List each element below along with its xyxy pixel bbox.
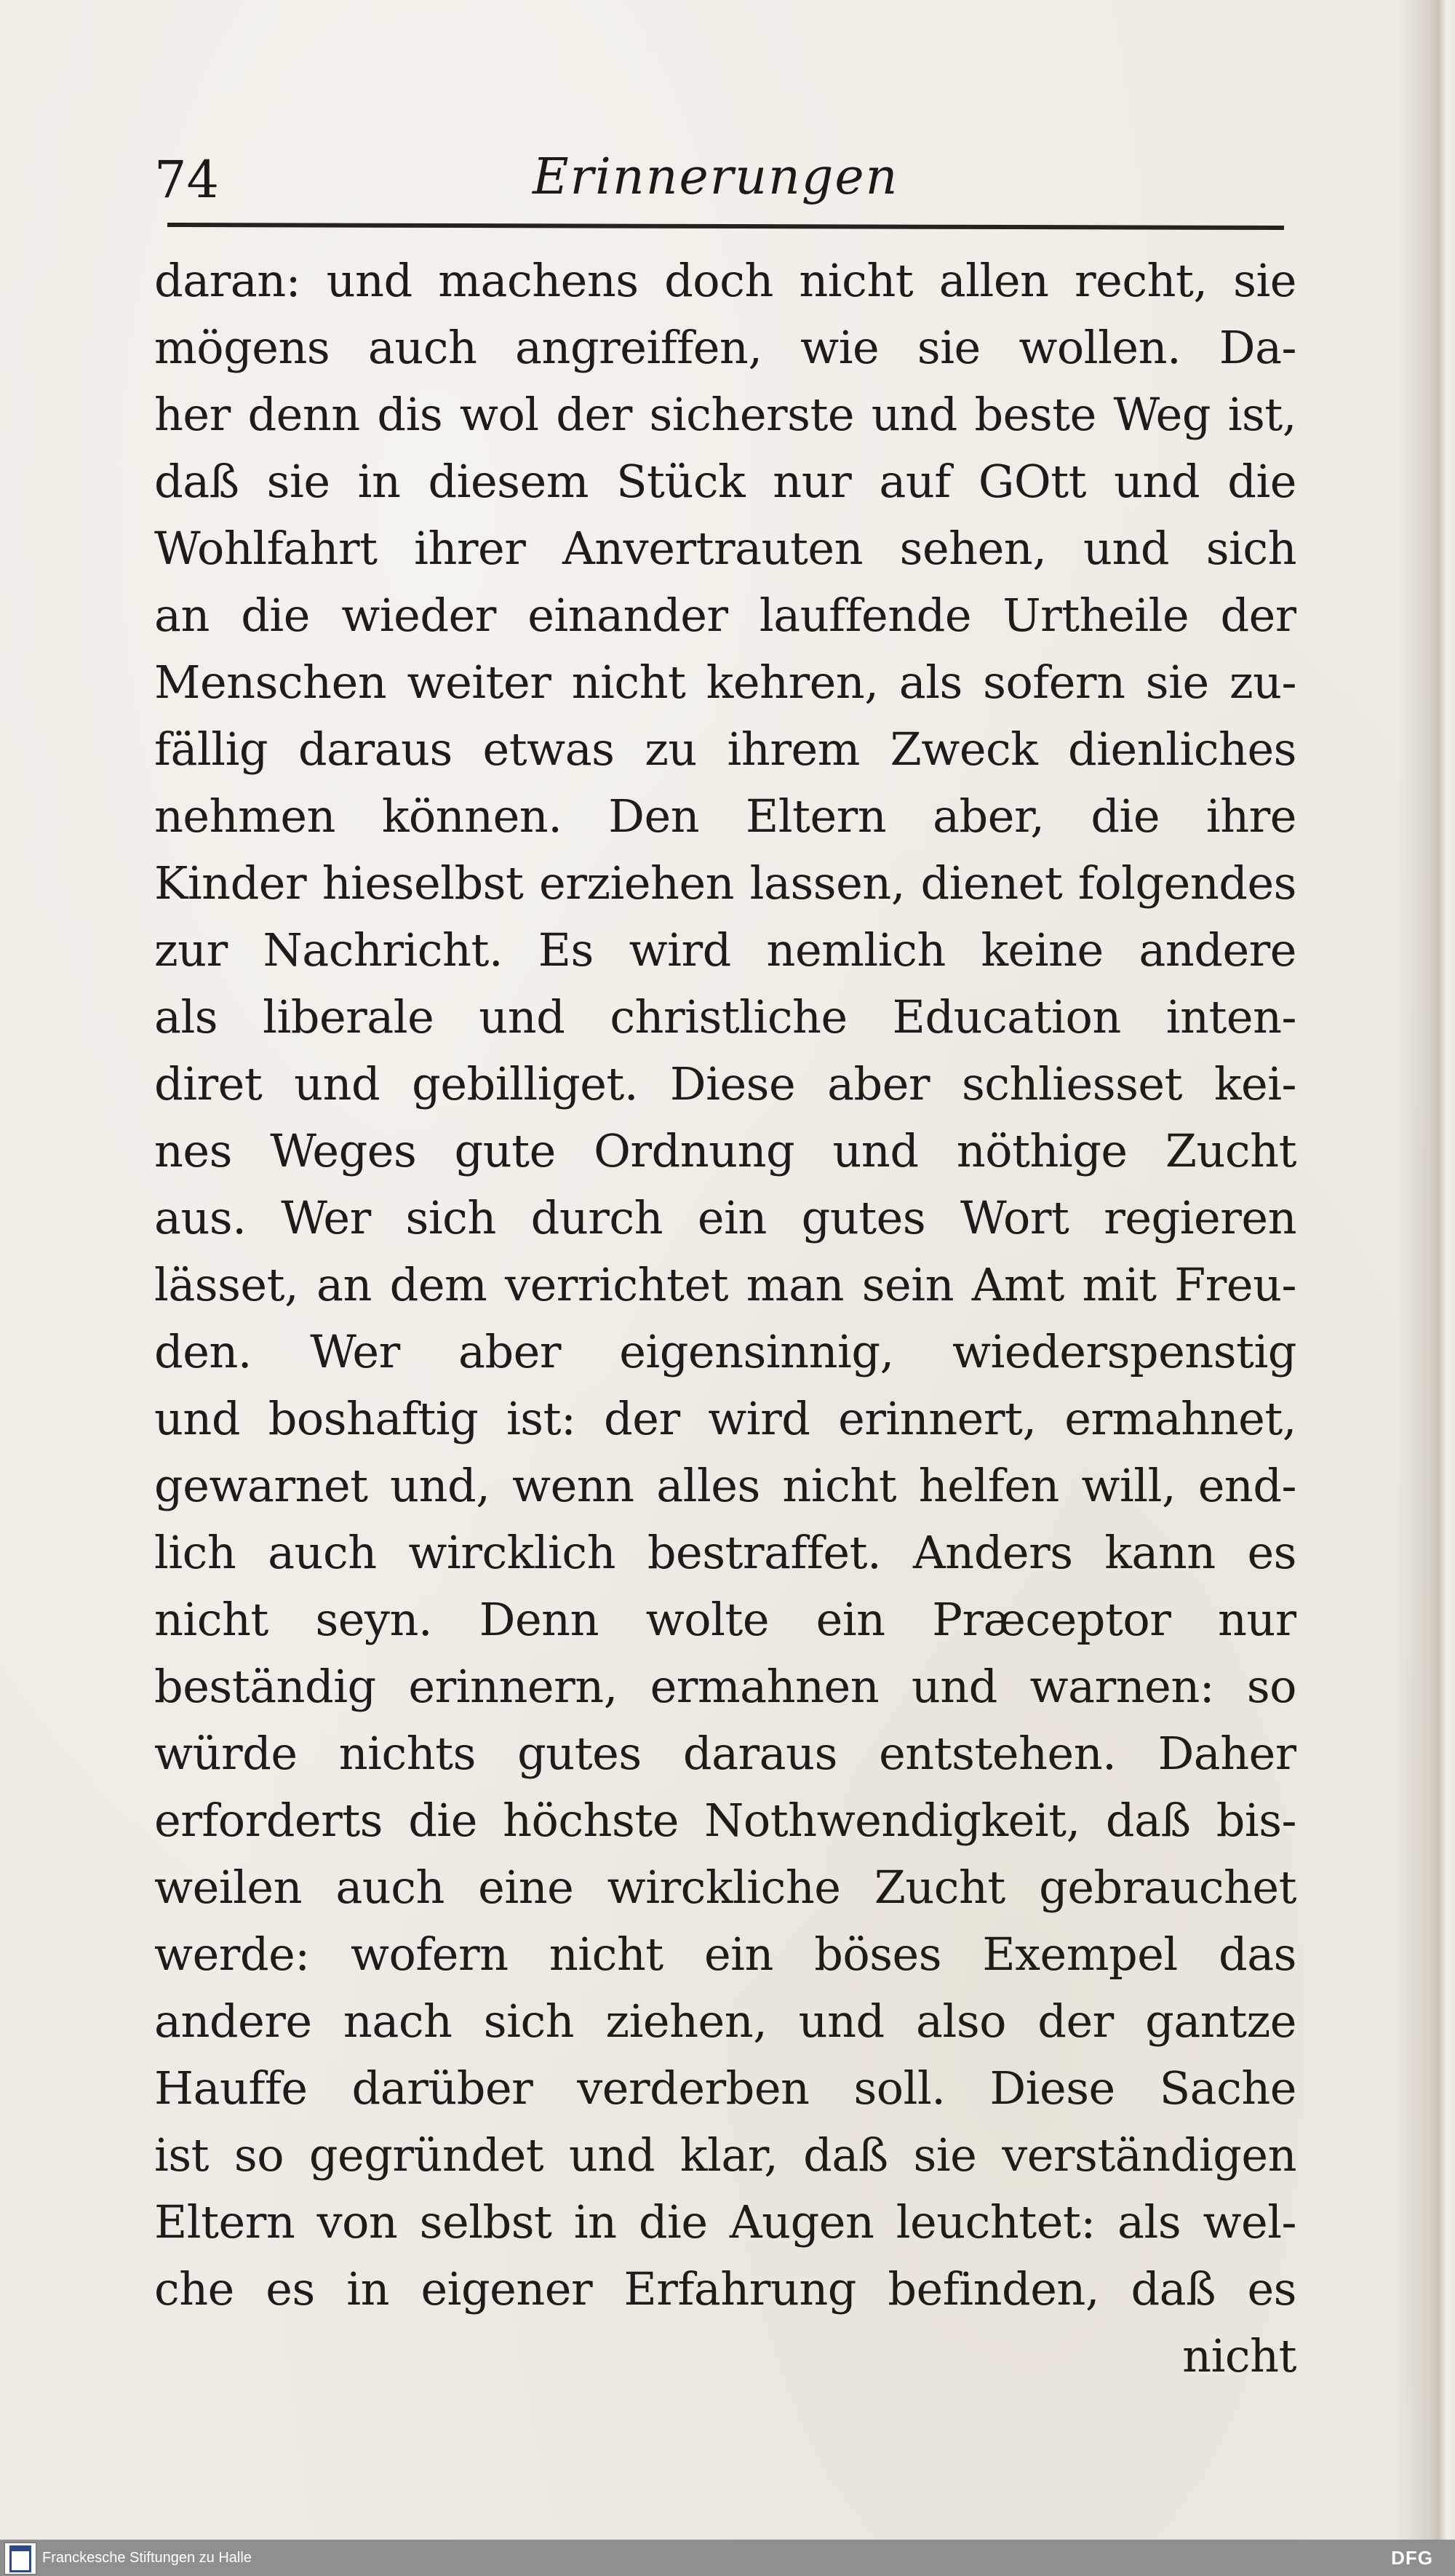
text-line: lich auch wircklich bestraffet. Anders kann es [154,1526,1296,1579]
text-line: mögens auch angreiffen, wie sie wollen. Da- [154,321,1296,374]
catchword: nicht [1182,2329,1296,2382]
viewer-footer [0,2540,1455,2576]
text-line: als liberale und christliche Education inten- [154,990,1296,1043]
library-logo-icon[interactable] [4,2543,36,2575]
text-line: an die wieder einander lauffende Urtheile der [154,589,1296,642]
running-head [154,146,1289,226]
text-line: gewarnet und, wenn alles nicht helfen will, end- [154,1459,1296,1512]
text-line: daß sie in diesem Stück nur auf GOtt und die [154,455,1296,508]
text-line: nicht seyn. Denn wolte ein Præceptor nur [154,1593,1296,1646]
text-line: nehmen können. Den Eltern aber, die ihre [154,790,1296,843]
page-edge [1427,0,1455,2540]
text-line: erforderts die höchste Nothwendigkeit, daß bis- [154,1794,1296,1847]
text-line: aus. Wer sich durch ein gutes Wort regieren [154,1191,1296,1244]
text-line: Kinder hieselbst erziehen lassen, dienet folgendes [154,856,1296,910]
text-line: Menschen weiter nicht kehren, als sofern sie zu- [154,656,1296,709]
text-line: fällig daraus etwas zu ihrem Zweck dienliches [154,723,1296,776]
text-line: Hauffe darüber verderben soll. Diese Sache [154,2062,1296,2115]
dfg-logo[interactable]: DFG [1391,2547,1433,2569]
text-line: werde: wofern nicht ein böses Exempel das [154,1928,1296,1981]
text-line: daran: und machens doch nicht allen recht, sie [154,254,1296,307]
text-line: den. Wer aber eigensinnig, wiederspenstig [154,1325,1296,1378]
text-line: ist so gegründet und klar, daß sie verständigen [154,2128,1296,2182]
text-line: und boshaftig ist: der wird erinnert, ermahnet, [154,1392,1296,1445]
text-line: Wohlfahrt ihrer Anvertrauten sehen, und sich [154,522,1296,575]
body-text [154,247,1296,2409]
source-attribution[interactable]: Franckesche Stiftungen zu Halle [42,2550,252,2566]
text-line: beständig erinnern, ermahnen und warnen: so [154,1660,1296,1713]
running-title: Erinnerungen [533,148,899,206]
text-line: diret und gebilliget. Diese aber schliesset kei- [154,1057,1296,1110]
text-line: würde nichts gutes daraus entstehen. Daher [154,1727,1296,1780]
text-line: zur Nachricht. Es wird nemlich keine andere [154,923,1296,977]
text-line: lässet, an dem verrichtet man sein Amt mit Freu- [154,1258,1296,1311]
text-line: che es in eigener Erfahrung befinden, daß es [154,2262,1296,2315]
text-line: her denn dis wol der sicherste und beste Weg ist, [154,388,1296,441]
text-line: Eltern von selbst in die Augen leuchtet: als wel- [154,2195,1296,2249]
text-line: nes Weges gute Ordnung und nöthige Zucht [154,1124,1296,1177]
text-line: weilen auch eine wirckliche Zucht gebrauchet [154,1861,1296,1914]
text-line: andere nach sich ziehen, und also der gantze [154,1995,1296,2048]
gutter-shadow [1397,0,1427,2540]
page-number: 74 [154,150,220,210]
